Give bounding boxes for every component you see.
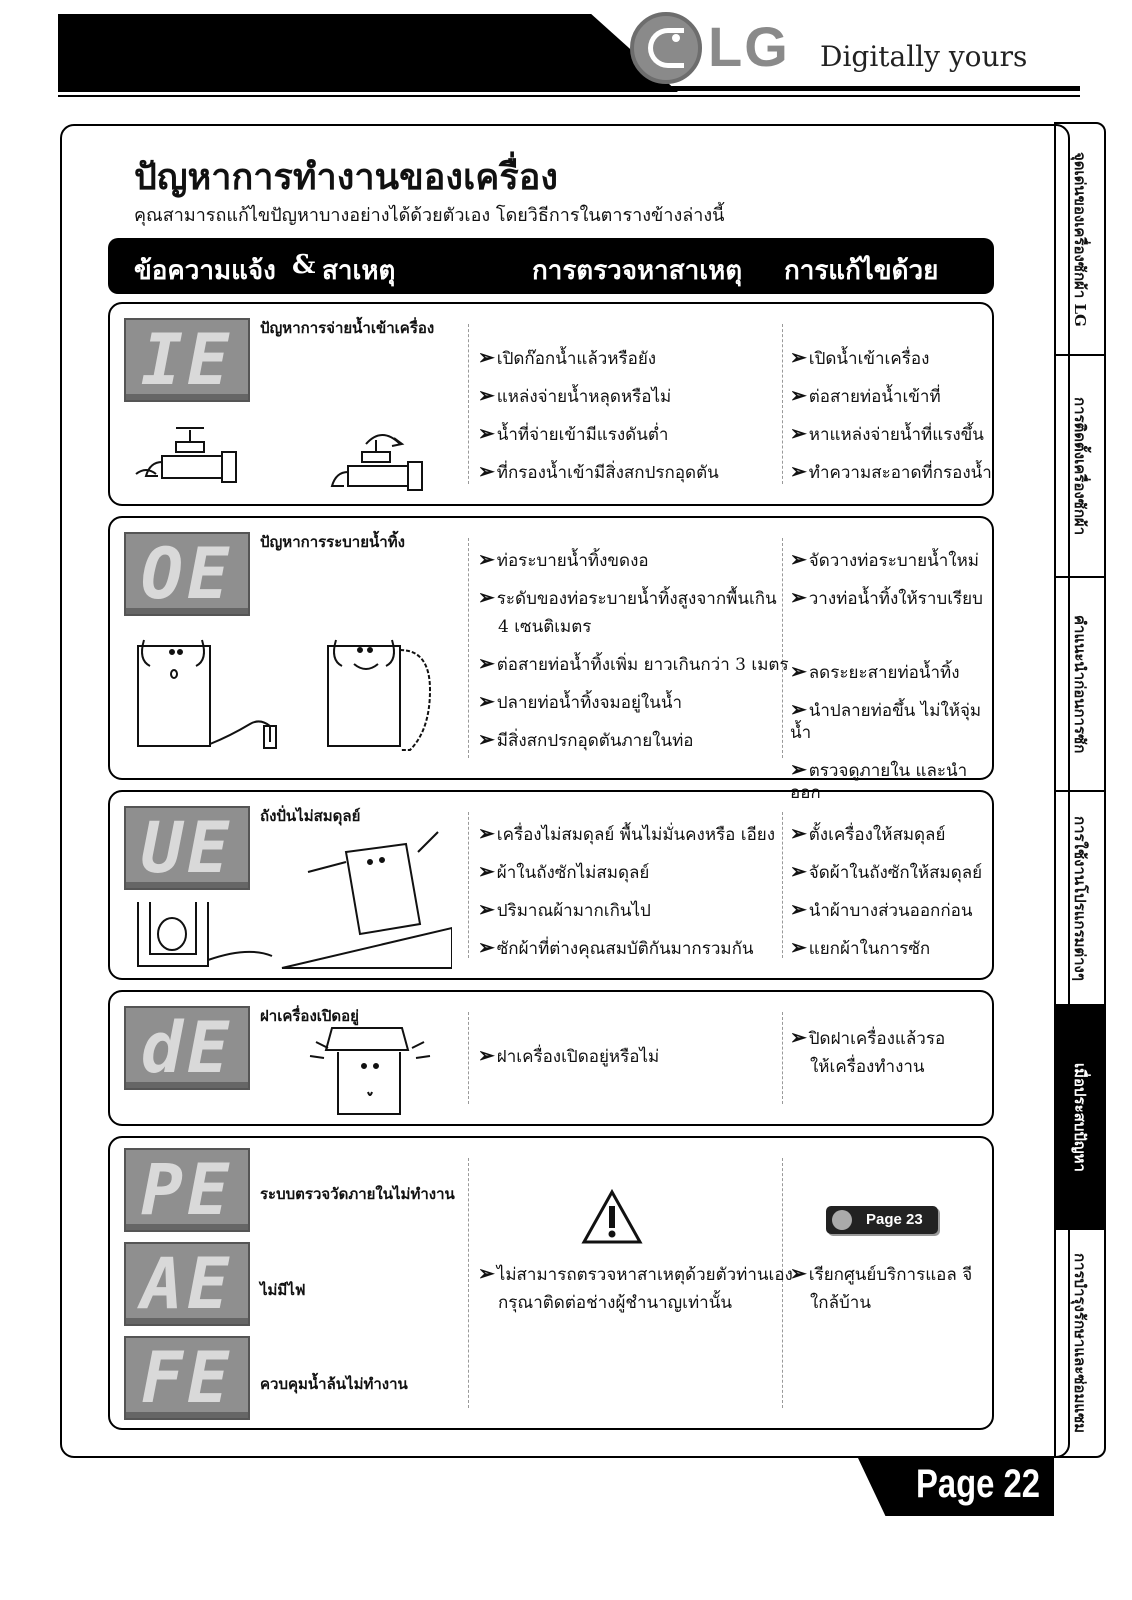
check-list — [478, 1044, 659, 1082]
section-title: ถังปั่นไม่สมดุลย์ — [260, 807, 361, 825]
section-title: ปัญหาการจ่ายน้ำเข้าเครื่อง — [260, 319, 435, 337]
col-cause: สาเหตุ — [322, 256, 396, 286]
list-item: ➢ เปิดน้ำเข้าเครื่อง — [790, 345, 930, 369]
list-item: ➢ ผ้าในถังซักไม่สมดุลย์ — [478, 859, 650, 883]
faucet-illustration — [132, 422, 442, 492]
col-amp: & — [292, 250, 316, 280]
list-item: ➢ เรียกศูนย์บริการแอล จี — [790, 1261, 973, 1285]
fix-list — [790, 1262, 972, 1328]
section-title: ปัญหาการระบายน้ำทิ้ง — [260, 533, 405, 551]
page-subtitle: คุณสามารถแก้ไขปัญหาบางอย่างได้ด้วยตัวเอง โดยวิธีการในตารางข้างล่างนี้ — [134, 205, 725, 226]
tab-troubleshooting[interactable]: เมื่อประสบปัญหา — [1056, 1006, 1104, 1230]
error-code-display: dE — [124, 1006, 250, 1090]
page-ref-link[interactable]: Page 23 — [826, 1206, 938, 1234]
pointer-icon — [832, 1210, 852, 1230]
tab-maintenance[interactable]: การบำรุงรักษาและซ่อมแซม — [1071, 1252, 1089, 1434]
error-code-display: UE — [124, 806, 250, 890]
section-title: ระบบตรวจวัดภายในไม่ทำงาน — [260, 1185, 455, 1203]
list-item: ➢ มีสิ่งสกปรกอุดตันภายในท่อ — [478, 727, 694, 751]
col-check: การตรวจหาสาเหตุ — [532, 256, 743, 286]
header-bar — [58, 14, 678, 92]
section-title: ไม่มีไฟ — [260, 1281, 306, 1299]
list-item: ➢ เปิดก๊อกน้ำแล้วหรือยัง — [478, 345, 657, 369]
list-item: ➢ ฝาเครื่องเปิดอยู่หรือไม่ — [478, 1043, 660, 1067]
list-item: ➢ ที่กรองน้ำเข้ามีสิ่งสกปรกอุดตัน — [478, 459, 719, 483]
error-code-display: AE — [124, 1242, 250, 1326]
list-item: ➢ ปริมาณผ้ามากเกินไป — [478, 897, 651, 921]
fix-list — [790, 548, 992, 818]
tagline: Digitally yours — [820, 40, 1028, 73]
list-item: ➢ จัดวางท่อระบายน้ำใหม่ — [790, 547, 980, 571]
check-list — [478, 548, 789, 766]
list-item: ➢ ปลายท่อน้ำทิ้งจมอยู่ในน้ำ — [478, 689, 682, 713]
list-item: ➢ ตรวจดูภายใน และนำออก — [790, 757, 968, 803]
list-item: ➢ วางท่อน้ำทิ้งให้ราบเรียบ — [790, 585, 983, 609]
check-list — [478, 822, 775, 974]
fix-list — [790, 346, 992, 498]
list-item: ใกล้บ้าน — [810, 1293, 871, 1313]
col-fix: การแก้ไขด้วยตนเอง — [784, 256, 939, 327]
section-tabs — [1054, 122, 1106, 1458]
column-header — [108, 238, 994, 327]
list-item: ➢ ลดระยะสายท่อน้ำทิ้ง — [790, 659, 960, 683]
section-title: ควบคุมน้ำล้นไม่ทำงาน — [260, 1375, 408, 1393]
page-number: Page 22 — [916, 1462, 1040, 1506]
lg-logo-icon — [630, 12, 702, 84]
list-item: ให้เครื่องทำงาน — [810, 1057, 925, 1077]
list-item: ➢ เครื่องไม่สมดุลย์ พื้นไม่มั่นคงหรือ เอียง — [478, 821, 776, 845]
check-list — [478, 1262, 793, 1328]
error-code-display: OE — [124, 532, 250, 616]
list-item: ➢ ระดับของท่อระบายน้ำทิ้งสูงจากพื้นเกิน — [478, 585, 777, 609]
list-item: ➢ แหล่งจ่ายน้ำหลุดหรือไม่ — [478, 383, 672, 407]
list-item: ➢ ไม่สามารถตรวจหาสาเหตุด้วยตัวท่านเอง — [478, 1261, 793, 1285]
check-list — [478, 346, 719, 498]
list-item: 4 เซนติเมตร — [498, 617, 592, 637]
list-item: ➢ ปิดฝาเครื่องแล้วรอ — [790, 1025, 946, 1049]
brand-name: LG — [708, 15, 790, 78]
fix-list — [790, 822, 982, 974]
list-item: ➢ ทำความสะอาดที่กรองน้ำ — [790, 459, 992, 483]
section-ue — [108, 790, 994, 980]
error-code-display: PE — [124, 1148, 250, 1232]
list-item: ➢ หาแหล่งจ่ายน้ำที่แรงขึ้น — [790, 421, 984, 445]
list-item: ➢ ซักผ้าที่ต่างคุณสมบัติกันมากรวมกัน — [478, 935, 754, 959]
list-item: กรุณาติดต่อช่างผู้ชำนาญเท่านั้น — [498, 1293, 732, 1313]
tab-before-washing[interactable]: คำแนะนำก่อนการซัก — [1056, 578, 1104, 792]
section-pe-ae-fe — [108, 1136, 994, 1430]
list-item: ➢ น้ำที่จ่ายเข้ามีแรงดันต่ำ — [478, 421, 669, 445]
list-item: ➢ จัดผ้าในถังซักให้สมดุลย์ — [790, 859, 983, 883]
header-rule — [58, 86, 1080, 91]
open-lid-illustration — [306, 1022, 436, 1118]
section-title: ฝาเครื่องเปิดอยู่ — [260, 1007, 359, 1025]
page-title: ปัญหาการทำงานของเครื่อง — [134, 156, 558, 198]
error-code-display: IE — [124, 318, 250, 402]
section-de — [108, 990, 994, 1126]
fix-list — [790, 1026, 945, 1092]
tab-installation[interactable]: การติดตั้งเครื่องซักผ้า — [1056, 356, 1104, 578]
tab-programs[interactable]: การใช้งานโปรแกรมต่างๆ — [1056, 792, 1104, 1006]
error-code-display: FE — [124, 1336, 250, 1420]
section-ie — [108, 302, 994, 506]
list-item: ➢ ท่อระบายน้ำทิ้งขดงอ — [478, 547, 649, 571]
drain-hose-illustration — [132, 626, 452, 766]
list-item: ➢ ต่อสายท่อน้ำเข้าที่ — [790, 383, 941, 407]
list-item: ➢ ตั้งเครื่องให้สมดุลย์ — [790, 821, 946, 845]
section-oe — [108, 516, 994, 803]
list-item: ➢ ต่อสายท่อน้ำทิ้งเพิ่ม ยาวเกินกว่า 3 เมตร — [478, 651, 789, 675]
list-item: ➢ นำผ้าบางส่วนออกก่อน — [790, 897, 973, 921]
warning-icon — [580, 1188, 644, 1246]
list-item: ➢ นำปลายท่อขึ้น ไม่ให้จุ่มน้ำ — [790, 697, 982, 743]
unbalanced-illustration — [132, 822, 452, 972]
header-rule-thin — [58, 95, 1080, 97]
col-message: ข้อความแจ้ง — [134, 256, 276, 286]
list-item: ➢ แยกผ้าในการซัก — [790, 935, 931, 959]
tab-features[interactable]: จุดเด่นของเครื่องซักผ้า LG — [1056, 124, 1104, 356]
